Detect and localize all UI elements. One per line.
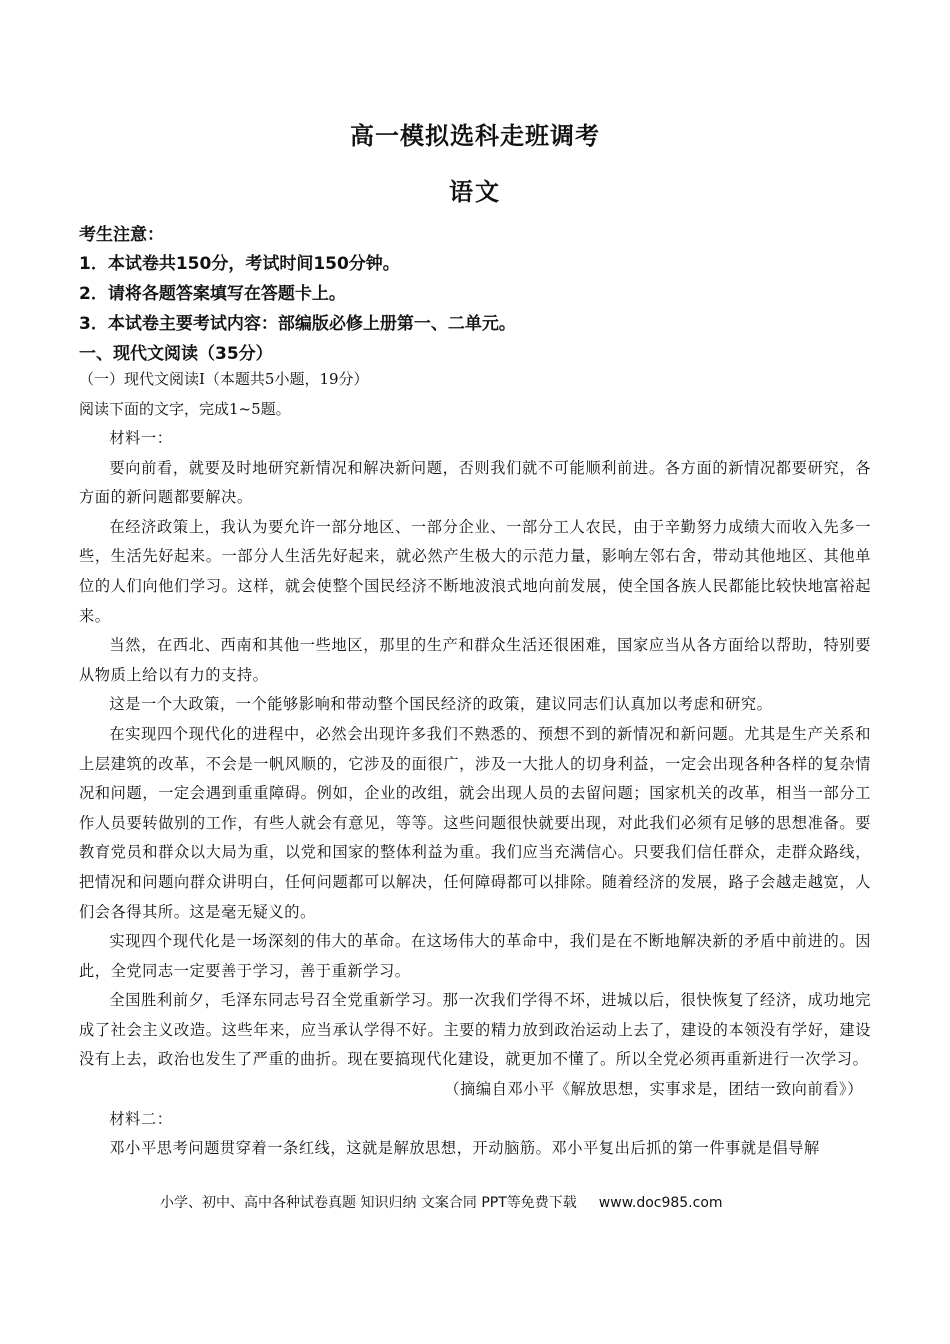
paragraph: 当然，在西北、西南和其他一些地区，那里的生产和群众生活还很困难，国家应当从各方面给以帮助，特别要从物质上给以有力的支持。	[79, 636, 871, 684]
page-footer	[160, 1192, 723, 1212]
material-label: 材料二：	[109, 1109, 173, 1128]
paragraph: 邓小平思考问题贯穿着一条红线，这就是解放思想，开动脑筋。邓小平复出后抓的第一件事就是倡导解	[109, 1139, 820, 1158]
paragraph: 在经济政策上，我认为要允许一部分地区、一部分企业、一部分工人农民，由于辛勤努力成绩大而收入先多一些，生活先好起来。一部分人生活先好起来，就必然产生极大的示范力量，影响左邻右舍，带动其他地区、其他单位的人们向他们学习。这样，就会使整个国民经济不断地波浪式地向前发展，使全国各族人民都能比较快地富裕起来。	[79, 517, 871, 625]
footer-text: 小学、初中、高中各种试卷真题 知识归纳 文案合同 PPT等免费下载	[160, 1195, 577, 1211]
reading-instruction: 阅读下面的文字，完成1~5题。	[79, 400, 291, 418]
notice-item: 3．本试卷主要考试内容：部编版必修上册第一、二单元。	[79, 314, 516, 334]
footer-url[interactable]: www.doc985.com	[598, 1195, 723, 1211]
paragraph: 这是一个大政策，一个能够影响和带动整个国民经济的政策，建议同志们认真加以考虑和研究。	[109, 695, 773, 714]
paragraph: 要向前看，就要及时地研究新情况和解决新问题，否则我们就不可能顺利前进。各方面的新情况都要研究，各方面的新问题都要解决。	[79, 458, 871, 507]
source-citation: （摘编自邓小平《解放思想，实事求是，团结一致向前看》）	[444, 1080, 863, 1099]
exam-title: 高一模拟选科走班调考	[350, 122, 600, 150]
subsection-heading: （一）现代文阅读Ⅰ（本题共5小题，19分）	[79, 370, 369, 388]
section-heading: 一、现代文阅读（35分）	[79, 344, 273, 364]
notice-heading: 考生注意：	[79, 225, 164, 245]
paragraph: 全国胜利前夕，毛泽东同志号召全党重新学习。那一次我们学得不坏，进城以后，很快恢复了经济，成功地完成了社会主义改造。这些年来，应当承认学得不好。主要的精力放到政治运动上去了，建设的本领没有学好，建设没有上去，政治也发生了严重的曲折。现在要搞现代化建设，就更加不懂了。所以全党必须再重新进行一次学习。	[79, 991, 871, 1069]
notice-item: 1．本试卷共150分，考试时间150分钟。	[79, 254, 400, 274]
notice-item: 2．请将各题答案填写在答题卡上。	[79, 284, 346, 304]
paragraph: 实现四个现代化是一场深刻的伟大的革命。在这场伟大的革命中，我们是在不断地解决新的矛盾中前进的。因此，全党同志一定要善于学习，善于重新学习。	[79, 932, 871, 980]
material-label: 材料一：	[109, 429, 173, 447]
reading-text	[79, 424, 871, 1164]
subject-title: 语文	[449, 178, 501, 206]
paragraph: 在实现四个现代化的进程中，必然会出现许多我们不熟悉的、预想不到的新情况和新问题。尤其是生产关系和上层建筑的改革，不会是一帆风顺的，它涉及的面很广，涉及一大批人的切身利益，一定会出现各种各样的复杂情况和问题，一定会遇到重重障碍。例如，企业的改组，就会出现人员的去留问题；国家机关的改革，相当一部分工作人员要转做别的工作，有些人就会有意见，等等。这些问题很快就要出现，对此我们必须有足够的思想准备。要教育党员和群众以大局为重，以党和国家的整体利益为重。我们应当充满信心。只要我们信任群众，走群众路线，把情况和问题向群众讲明白，任何问题都可以解决，任何障碍都可以排除。随着经济的发展，路子会越走越宽，人们会各得其所。这是毫无疑义的。	[79, 724, 871, 921]
